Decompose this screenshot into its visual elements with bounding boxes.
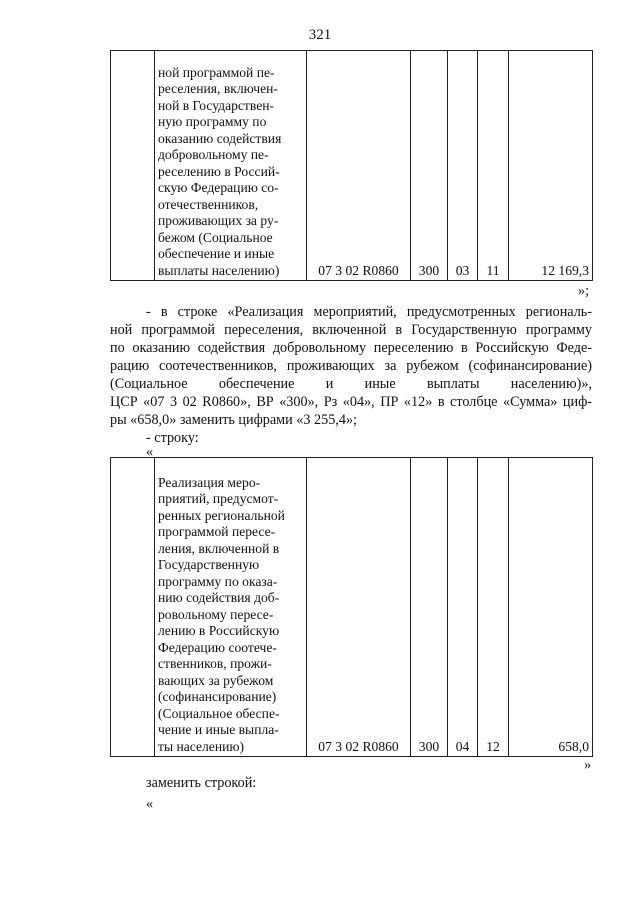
name-line: бежом (Социальное: [158, 229, 273, 245]
table-row: [111, 458, 593, 757]
sum-cell: 658,0: [509, 458, 593, 757]
paragraph-line: ной программой переселения, включенной в Государственную программу: [110, 322, 592, 338]
rz-cell: 04: [448, 458, 478, 757]
vr-cell: 300: [411, 51, 448, 281]
name-line: ренных региональной: [158, 507, 285, 523]
name-line: выплаты населению): [158, 262, 280, 278]
name-line: ной программой пе-: [158, 64, 275, 80]
close-quote: »: [584, 757, 592, 773]
name-line: скую Федерацию со-: [158, 180, 279, 195]
csr-cell: 07 3 02 R0860: [307, 458, 411, 757]
amendment-paragraph: [110, 303, 592, 429]
name-cell: [155, 51, 307, 281]
name-line: добровольному пе-: [158, 147, 269, 162]
page-number: 321: [308, 27, 332, 43]
name-line: (софинансирование): [158, 689, 277, 704]
table-row: [111, 51, 593, 281]
pr-cell: 11: [478, 51, 509, 281]
paragraph-line: по оказанию содействия добровольному переселению в Российскую Феде-: [110, 340, 592, 356]
name-line: Федерацию соотече-: [158, 639, 277, 655]
replace-label: заменить строкой:: [146, 775, 257, 791]
name-line: (Социальное обеспе-: [158, 705, 280, 721]
open-quote: «: [146, 796, 154, 812]
paragraph-line: ЦСР «07 3 02 R0860», ВР «300», Рз «04», ПР «12» в столбце «Сумма» циф-: [110, 394, 592, 410]
name-line: оказанию содействия: [158, 130, 282, 146]
name-line: ления, включенной в: [158, 540, 280, 556]
name-line: Реализация меро-: [158, 474, 261, 490]
name-line: ную программу по: [158, 114, 267, 129]
name-line: чение и иные выпла-: [158, 722, 279, 737]
name-cell: [155, 458, 307, 757]
csr-cell: 07 3 02 R0860: [307, 51, 411, 281]
budget-table-continued: [110, 50, 593, 281]
name-line: реселения, включен-: [158, 81, 278, 96]
vr-cell: 300: [411, 458, 448, 757]
paragraph-line: ры «658,0» заменить цифрами «3 255,4»;: [110, 412, 357, 428]
name-line: ты населению): [158, 738, 245, 754]
pr-cell: 12: [478, 458, 509, 757]
sum-cell: 12 169,3: [509, 51, 593, 281]
paragraph-line: - в строке «Реализация мероприятий, предусмотренных региональ-: [146, 304, 592, 320]
empty-cell: [111, 51, 155, 281]
name-line: ной в Государствен-: [158, 97, 275, 113]
name-line: Государственную: [158, 557, 260, 572]
open-quote: «: [146, 444, 154, 460]
close-quote: »;: [578, 283, 590, 299]
name-line: программу по оказа-: [158, 573, 278, 589]
name-line: реселению в Россий-: [158, 163, 280, 179]
name-line: ровольному пересе-: [158, 606, 274, 622]
name-line: нию содействия доб-: [158, 590, 280, 605]
paragraph-line: рацию соотечественников, проживающих за рубежом (софинансирование): [110, 358, 592, 374]
budget-table-row: [110, 457, 593, 757]
name-line: проживающих за ру-: [158, 213, 279, 228]
name-line: программой пересе-: [158, 524, 276, 539]
name-line: ственников, прожи-: [158, 656, 272, 671]
rz-cell: 03: [448, 51, 478, 281]
name-line: обеспечение и иные: [158, 246, 275, 261]
name-line: отечественников,: [158, 196, 259, 212]
row-label: - строку:: [146, 430, 199, 446]
name-line: лению в Российскую: [158, 623, 280, 638]
name-line: вающих за рубежом: [158, 672, 274, 688]
name-line: приятий, предусмот-: [158, 491, 279, 506]
paragraph-line: (Социальное обеспечение и иные выплаты населению)»,: [110, 376, 592, 392]
empty-cell: [111, 458, 155, 757]
